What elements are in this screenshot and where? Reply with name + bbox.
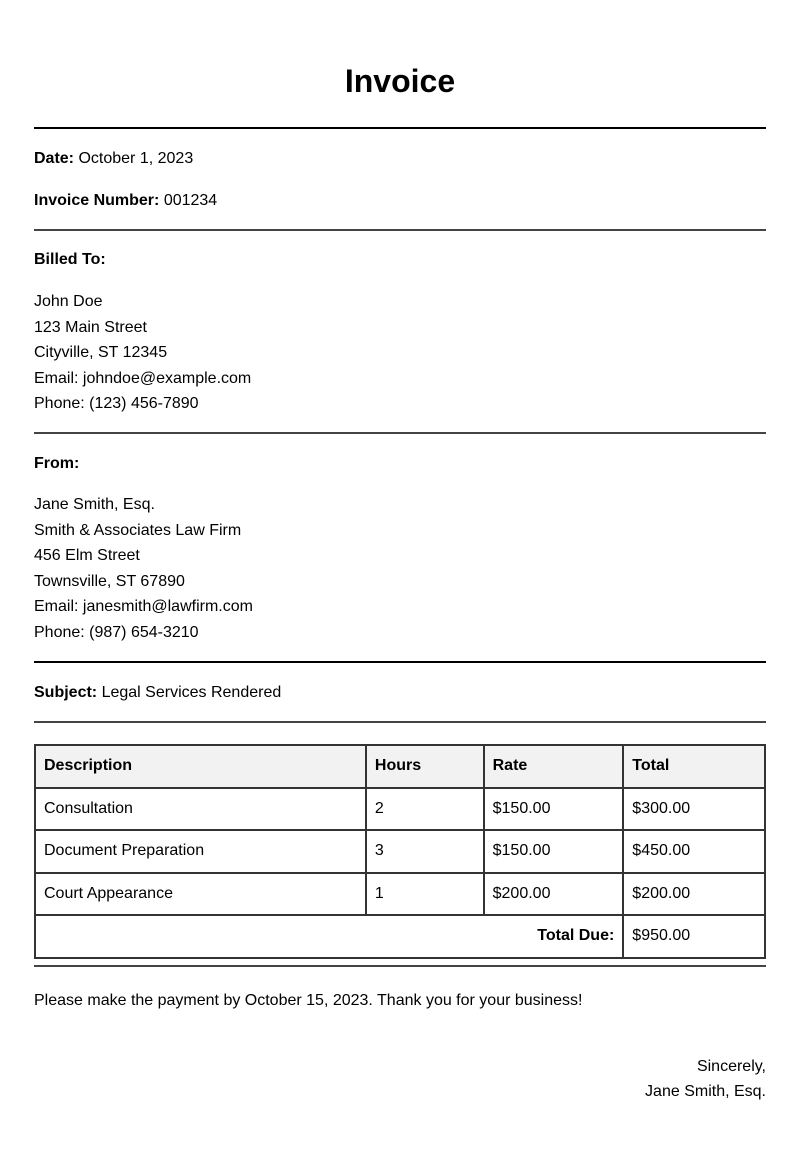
invoice-number-label: Invoice Number:: [34, 192, 160, 209]
from-heading: [34, 454, 79, 474]
total-due-label: Total Due:: [35, 915, 623, 958]
cell-hours: 2: [366, 788, 484, 831]
cell-total: $300.00: [623, 788, 765, 831]
subject-line: [34, 683, 281, 703]
billed-to-heading-text: Billed To:: [34, 251, 106, 268]
billed-to-address: [34, 289, 251, 417]
total-row: [35, 915, 765, 958]
table-row: [35, 830, 765, 873]
from-name: Jane Smith, Esq.: [34, 496, 155, 513]
subject-value: Legal Services Rendered: [101, 684, 282, 701]
from-phone: Phone: (987) 654-3210: [34, 623, 199, 641]
line-items-table: [34, 744, 766, 959]
divider: [34, 432, 766, 434]
billed-to-email: Email: johndoe@example.com: [34, 369, 252, 387]
cell-rate: $150.00: [484, 830, 624, 873]
from-heading-text: From:: [34, 455, 80, 472]
billed-to-city: Cityville, ST 12345: [34, 344, 168, 362]
divider: [34, 661, 766, 663]
header-total: Total: [623, 745, 765, 788]
table-row: [35, 788, 765, 831]
invoice-number-value: 001234: [163, 192, 218, 209]
billed-to-name: John Doe: [34, 293, 103, 310]
divider: [34, 229, 766, 231]
cell-total: $200.00: [623, 873, 765, 916]
table-row: [35, 873, 765, 916]
billed-to-phone: Phone: (123) 456-7890: [34, 395, 199, 413]
closing-salutation: Sincerely,: [696, 1058, 766, 1075]
date-value: October 1, 2023: [78, 150, 194, 167]
from-firm: Smith & Associates Law Firm: [34, 521, 242, 539]
closing-name: Jane Smith, Esq.: [645, 1083, 766, 1100]
payment-note: Please make the payment by October 15, 2023. Thank you for your business!: [34, 992, 583, 1009]
divider: [34, 965, 766, 967]
cell-hours: 3: [366, 830, 484, 873]
date-line: [34, 149, 193, 169]
cell-hours: 1: [366, 873, 484, 916]
invoice-number-line: [34, 191, 217, 211]
cell-total: $450.00: [623, 830, 765, 873]
cell-rate: $150.00: [484, 788, 624, 831]
from-street: 456 Elm Street: [34, 547, 140, 565]
divider: [34, 127, 766, 129]
header-hours: Hours: [366, 745, 484, 788]
billed-to-street: 123 Main Street: [34, 318, 147, 336]
cell-description: Court Appearance: [35, 873, 366, 916]
cell-rate: $200.00: [484, 873, 624, 916]
date-label: Date:: [34, 150, 75, 167]
header-rate: Rate: [484, 745, 624, 788]
divider: [34, 721, 766, 723]
billed-to-heading: [34, 250, 106, 270]
table-header-row: [35, 745, 765, 788]
header-description: Description: [35, 745, 366, 788]
cell-description: Consultation: [35, 788, 366, 831]
from-city: Townsville, ST 67890: [34, 572, 185, 590]
from-email: Email: janesmith@lawfirm.com: [34, 598, 253, 616]
from-address: [34, 492, 253, 646]
total-due-value: $950.00: [623, 915, 765, 958]
subject-label: Subject:: [34, 684, 98, 701]
cell-description: Document Preparation: [35, 830, 366, 873]
invoice-title: Invoice: [344, 63, 456, 99]
